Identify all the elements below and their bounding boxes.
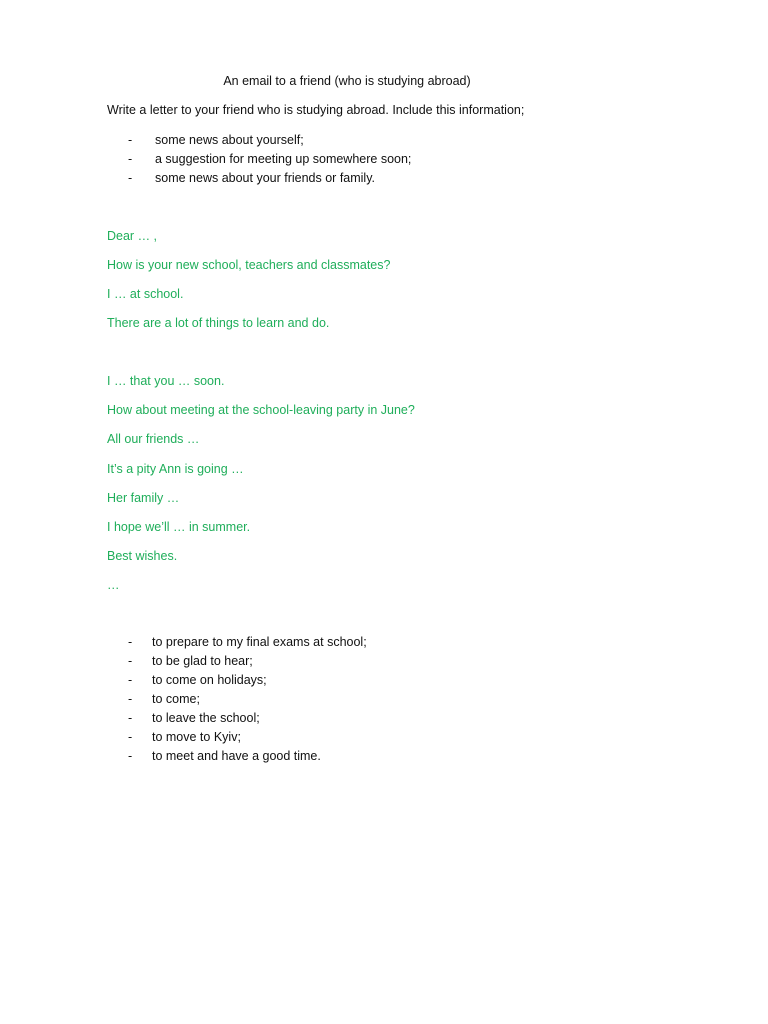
bullet-dash: -: [128, 692, 133, 706]
list-item: [128, 709, 367, 728]
letter-line: Her family …: [107, 491, 180, 505]
bullet-dash: -: [128, 749, 133, 763]
bullet-dash: -: [128, 635, 133, 649]
letter-line: How about meeting at the school-leaving party in June?: [107, 403, 415, 417]
phrase-text: to be glad to hear;: [152, 654, 253, 668]
list-item: [128, 728, 367, 747]
phrase-text: to prepare to my final exams at school;: [152, 635, 367, 649]
list-item: [128, 652, 367, 671]
letter-line: I hope we’ll … in summer.: [107, 520, 251, 534]
letter-signature: …: [107, 578, 120, 592]
bullet-dash: -: [128, 711, 133, 725]
letter-line: I … at school.: [107, 287, 184, 301]
list-item: [128, 671, 367, 690]
list-item: [128, 633, 367, 652]
letter-line: It’s a pity Ann is going …: [107, 462, 244, 476]
list-item: [128, 169, 411, 188]
letter-line: All our friends …: [107, 432, 200, 446]
requirements-list: [128, 131, 411, 188]
task-instructions: Write a letter to your friend who is studying abroad. Include this information;: [107, 103, 525, 117]
list-item: [128, 747, 367, 766]
letter-line: I … that you … soon.: [107, 374, 225, 388]
requirement-text: a suggestion for meeting up somewhere soon;: [155, 152, 412, 166]
page-title: An email to a friend (who is studying abroad): [223, 74, 471, 88]
bullet-dash: -: [128, 654, 133, 668]
list-item: [128, 150, 411, 169]
phrases-list: [128, 633, 367, 766]
bullet-dash: -: [128, 171, 133, 185]
letter-line: How is your new school, teachers and classmates?: [107, 258, 391, 272]
requirement-text: some news about your friends or family.: [155, 171, 376, 185]
bullet-dash: -: [128, 152, 133, 166]
bullet-dash: -: [128, 730, 133, 744]
requirement-text: some news about yourself;: [155, 133, 304, 147]
list-item: [128, 131, 411, 150]
letter-greeting: Dear … ,: [107, 229, 158, 243]
bullet-dash: -: [128, 673, 133, 687]
phrase-text: to leave the school;: [152, 711, 260, 725]
bullet-dash: -: [128, 133, 133, 147]
list-item: [128, 690, 367, 709]
letter-line: There are a lot of things to learn and do.: [107, 316, 330, 330]
phrase-text: to come;: [152, 692, 200, 706]
letter-closing: Best wishes.: [107, 549, 178, 563]
phrase-text: to come on holidays;: [152, 673, 267, 687]
phrase-text: to meet and have a good time.: [152, 749, 321, 763]
phrase-text: to move to Kyiv;: [152, 730, 241, 744]
